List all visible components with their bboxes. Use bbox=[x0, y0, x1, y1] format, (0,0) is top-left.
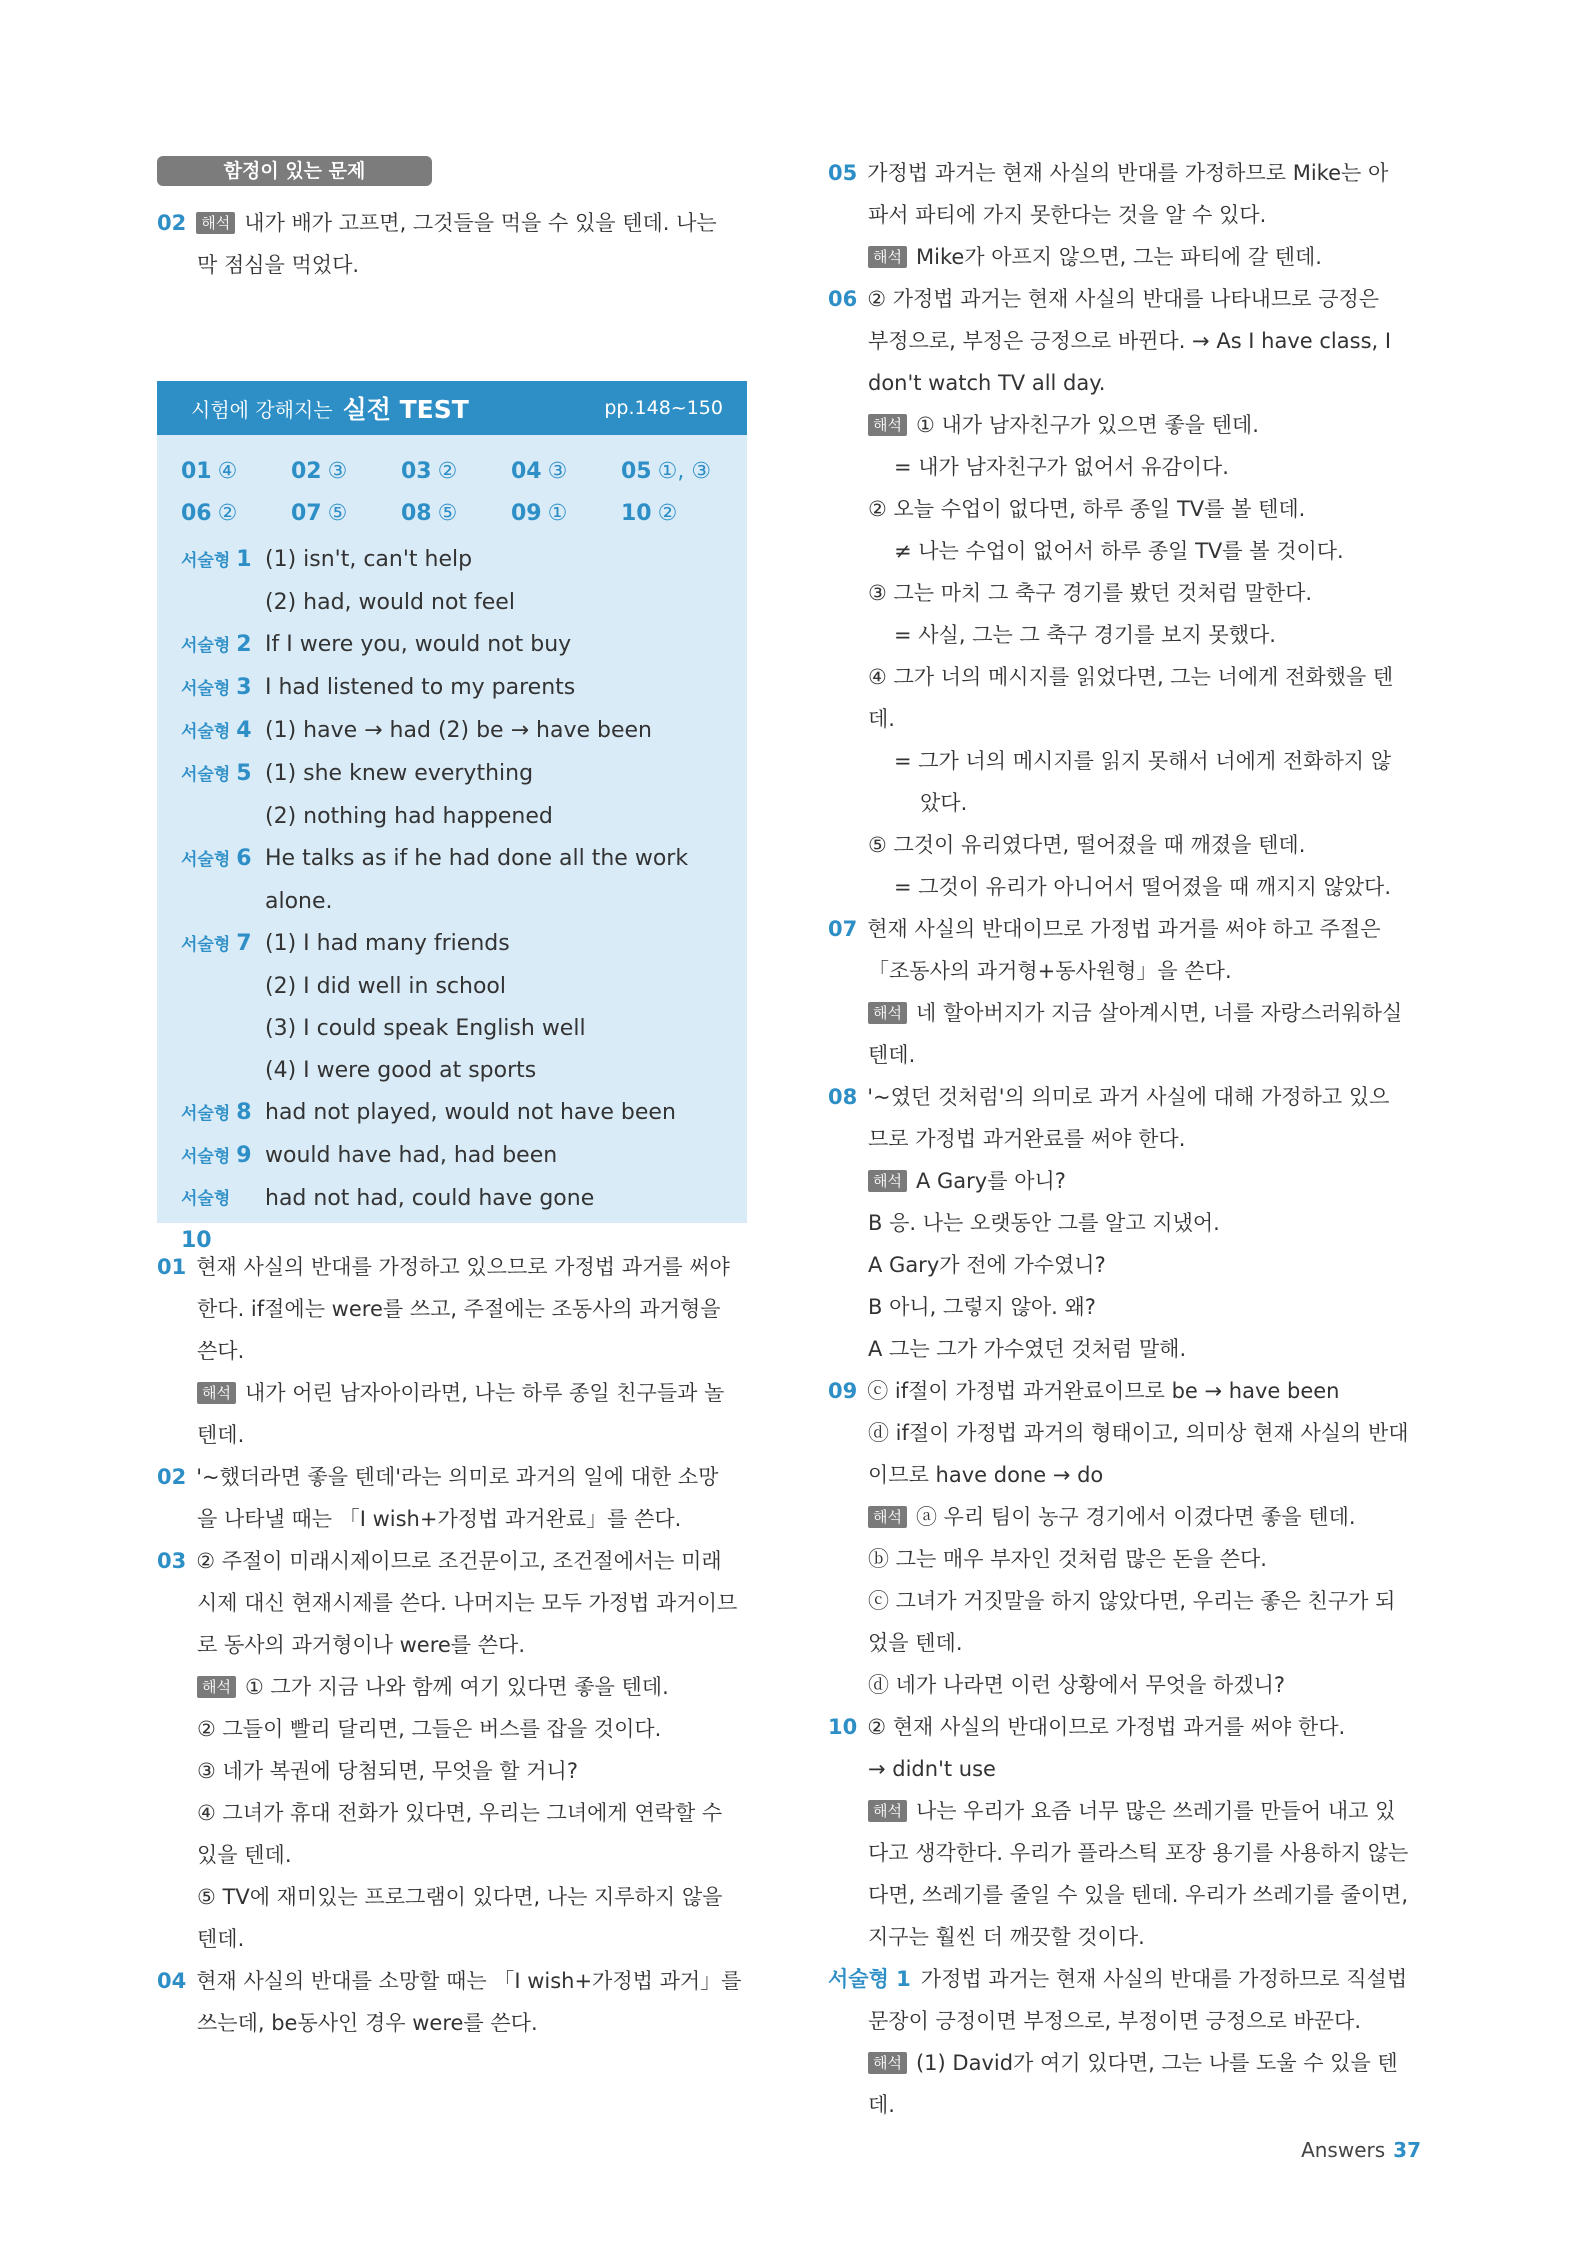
explanation-line: ③ 네가 복권에 당첨되면, 무엇을 할 거니? bbox=[197, 1759, 578, 1783]
short-answer-number: 6 bbox=[236, 846, 252, 871]
explanation-line: ⓓ 네가 나라면 이런 상황에서 무엇을 하겠니? bbox=[868, 1673, 1286, 1697]
explanation-line: 다면, 쓰레기를 줄일 수 있을 텐데. 우리가 쓰레기를 줄이면, bbox=[868, 1883, 1409, 1907]
mc-answer bbox=[181, 451, 291, 493]
multiple-choice-answers bbox=[157, 435, 747, 535]
explanation-line: 부정으로, 부정은 긍정으로 바뀐다. → As I have class, I bbox=[868, 329, 1392, 353]
explanation-line: A Gary가 전에 가수였니? bbox=[868, 1253, 1106, 1277]
trap-item bbox=[157, 202, 747, 286]
item-text: ② 가정법 과거는 현재 사실의 반대를 나타내므로 긍정은 bbox=[867, 287, 1380, 311]
explanation-line: A 그는 그가 가수였던 것처럼 말해. bbox=[868, 1337, 1187, 1361]
explanation-line bbox=[157, 1960, 747, 2002]
explanation-line: 「조동사의 과거형+동사원형」을 쓴다. bbox=[868, 959, 1232, 983]
short-answer-text: (3) I could speak English well bbox=[265, 1016, 586, 1041]
item-text: 가정법 과거는 현재 사실의 반대를 가정하므로 Mike는 아 bbox=[867, 161, 1389, 185]
item-number: 02 bbox=[157, 1465, 187, 1489]
mc-answer bbox=[291, 451, 401, 493]
explanation-line: 문장이 긍정이면 부정으로, 부정이면 긍정으로 바꾼다. bbox=[868, 2009, 1362, 2033]
item-text: 나는 우리가 요즘 너무 많은 쓰레기를 만들어 내고 있 bbox=[915, 1799, 1396, 1823]
short-answer-label bbox=[181, 838, 265, 881]
mc-number: 10 bbox=[621, 501, 652, 526]
mc-answer bbox=[181, 493, 291, 535]
short-answer-text: He talks as if he had done all the work bbox=[265, 846, 689, 871]
short-answer-label bbox=[181, 966, 265, 1008]
short-answer-prefix: 서술형 bbox=[181, 636, 231, 656]
short-answer-prefix: 서술형 bbox=[181, 935, 231, 955]
short-answer-prefix: 서술형 bbox=[181, 1147, 231, 1167]
translation-line bbox=[828, 1496, 1420, 1538]
translation-tag: 해석 bbox=[197, 1382, 236, 1404]
short-answer-label bbox=[181, 881, 265, 923]
item-number: 10 bbox=[828, 1715, 858, 1739]
explanation-line: 텐데. bbox=[868, 1043, 916, 1067]
explanation-line: ⑤ 그것이 유리였다면, 떨어졌을 때 깨졌을 텐데. bbox=[868, 833, 1306, 857]
item-text: 현재 사실의 반대를 소망할 때는 「I wish+가정법 과거」를 bbox=[196, 1969, 742, 1993]
translation-tag: 해석 bbox=[868, 246, 907, 268]
explanation-line: 았다. bbox=[920, 791, 968, 815]
short-answer-text: (2) had, would not feel bbox=[265, 590, 515, 615]
short-answer-text: alone. bbox=[265, 889, 333, 914]
mc-value: ⑤ bbox=[327, 501, 348, 526]
explanation-line: = 그것이 유리가 아니어서 떨어졌을 때 깨지지 않았다. bbox=[894, 875, 1392, 899]
short-answer-prefix: 서술형 bbox=[181, 765, 231, 785]
left-column bbox=[157, 156, 747, 286]
item-number: 05 bbox=[828, 161, 858, 185]
explanation-line: ⓒ 그녀가 거짓말을 하지 않았다면, 우리는 좋은 친구가 되 bbox=[868, 1589, 1396, 1613]
item-text: 막 점심을 먹었다. bbox=[197, 253, 360, 277]
page-number: 37 bbox=[1393, 2138, 1421, 2162]
item-text: ② 주절이 미래시제이므로 조건문이고, 조건절에서는 미래 bbox=[196, 1549, 722, 1573]
item-text: A Gary를 아니? bbox=[915, 1169, 1066, 1193]
mc-number: 07 bbox=[291, 501, 322, 526]
explanation-line bbox=[828, 152, 1420, 194]
short-answer-row bbox=[181, 753, 747, 796]
mc-number: 03 bbox=[401, 459, 432, 484]
translation-tag: 해석 bbox=[197, 1676, 236, 1698]
translation-tag: 해석 bbox=[868, 2052, 907, 2074]
short-answer-list bbox=[157, 535, 747, 1263]
mc-number: 05 bbox=[621, 459, 652, 484]
short-answer-row bbox=[181, 1135, 747, 1178]
test-title: 실전 TEST bbox=[342, 395, 469, 424]
trap-section-title: 함정이 있는 문제 bbox=[157, 156, 432, 186]
short-answer-text: would have had, had been bbox=[265, 1143, 558, 1168]
explanation-line: B 응. 나는 오랫동안 그를 알고 지냈어. bbox=[868, 1211, 1220, 1235]
item-text: '~였던 것처럼'의 의미로 과거 사실에 대해 가정하고 있으 bbox=[867, 1085, 1390, 1109]
short-answer-number: 9 bbox=[236, 1143, 252, 1168]
short-answer-text: (4) I were good at sports bbox=[265, 1058, 537, 1083]
short-answer-row bbox=[181, 1008, 747, 1050]
translation-tag: 해석 bbox=[868, 1506, 907, 1528]
short-answer-label bbox=[181, 1008, 265, 1050]
explanation-line bbox=[828, 1370, 1420, 1412]
explanation-line: ⑤ TV에 재미있는 프로그램이 있다면, 나는 지루하지 않을 bbox=[197, 1885, 723, 1909]
short-answer-number: 2 bbox=[236, 632, 252, 657]
mc-value: ② bbox=[217, 501, 238, 526]
explanation-line: 텐데. bbox=[197, 1927, 245, 1951]
test-subtitle: 시험에 강해지는 bbox=[191, 397, 333, 422]
short-answer-row bbox=[181, 667, 747, 710]
item-text: (1) David가 여기 있다면, 그는 나를 도울 수 있을 텐데. bbox=[868, 2051, 1398, 2117]
explanation-line: ≠ 나는 수업이 없어서 하루 종일 TV를 볼 것이다. bbox=[894, 539, 1344, 563]
translation-tag: 해석 bbox=[868, 1800, 907, 1822]
translation-line bbox=[828, 404, 1420, 446]
explanation-line: 시제 대신 현재시제를 쓴다. 나머지는 모두 가정법 과거이므 bbox=[197, 1591, 738, 1615]
mc-number: 02 bbox=[291, 459, 322, 484]
short-answer-number: 4 bbox=[236, 718, 252, 743]
explanation-line: ④ 그녀가 휴대 전화가 있다면, 우리는 그녀에게 연락할 수 bbox=[197, 1801, 723, 1825]
mc-value: ③ bbox=[327, 459, 348, 484]
explanation-line: 파서 파티에 가지 못한다는 것을 알 수 있다. bbox=[868, 203, 1267, 227]
page-footer bbox=[1301, 2138, 1421, 2162]
explanation-line bbox=[157, 1246, 747, 1288]
short-answer-prefix: 서술형 bbox=[181, 551, 231, 571]
translation-line bbox=[828, 2042, 1420, 2126]
short-answer-label bbox=[181, 753, 265, 796]
explanation-line: = 그가 너의 메시지를 읽지 못해서 너에게 전화하지 않 bbox=[894, 749, 1392, 773]
explanation-line: ④ 그가 너의 메시지를 읽었다면, 그는 너에게 전화했을 텐데. bbox=[868, 665, 1394, 731]
short-answer-prefix: 서술형 bbox=[181, 1189, 231, 1209]
item-text: ① 그가 지금 나와 함께 여기 있다면 좋을 텐데. bbox=[244, 1675, 669, 1699]
translation-line bbox=[157, 1666, 747, 1708]
explanation-line: 로 동사의 과거형이나 were를 쓴다. bbox=[197, 1633, 525, 1657]
item-text: 현재 사실의 반대이므로 가정법 과거를 써야 하고 주절은 bbox=[867, 917, 1381, 941]
mc-number: 08 bbox=[401, 501, 432, 526]
explanation-line: B 아니, 그렇지 않아. 왜? bbox=[868, 1295, 1096, 1319]
short-answer-row bbox=[181, 881, 747, 923]
short-answer-label bbox=[181, 539, 265, 582]
short-answer-label bbox=[181, 923, 265, 966]
translation-line bbox=[828, 1160, 1420, 1202]
short-answer-row bbox=[181, 582, 747, 624]
translation-tag: 해석 bbox=[868, 1002, 907, 1024]
explanation-line: 므로 가정법 과거완료를 써야 한다. bbox=[868, 1127, 1186, 1151]
explanation-line: ② 오늘 수업이 없다면, 하루 종일 TV를 볼 텐데. bbox=[868, 497, 1306, 521]
item-number: 03 bbox=[157, 1549, 187, 1573]
item-text: 가정법 과거는 현재 사실의 반대를 가정하므로 직설법 bbox=[920, 1967, 1408, 1991]
short-answer-text: (1) have → had (2) be → have been bbox=[265, 718, 652, 743]
explanation-line: ⓓ if절이 가정법 과거의 형태이고, 의미상 현재 사실의 반대 bbox=[868, 1421, 1409, 1445]
item-text: 내가 배가 고프면, 그것들을 먹을 수 있을 텐데. 나는 bbox=[244, 211, 717, 235]
short-answer-label bbox=[181, 667, 265, 710]
explanation-line: 쓰는데, be동사인 경우 were를 쓴다. bbox=[197, 2011, 538, 2035]
item-number: 08 bbox=[828, 1085, 858, 1109]
item-number: 04 bbox=[157, 1969, 187, 1993]
short-answer-row bbox=[181, 966, 747, 1008]
test-header bbox=[157, 381, 747, 435]
short-answer-label bbox=[181, 1092, 265, 1135]
item-text: 현재 사실의 반대를 가정하고 있으므로 가정법 과거를 써야 bbox=[196, 1255, 730, 1279]
explanation-line bbox=[828, 1076, 1420, 1118]
short-answer-row bbox=[181, 539, 747, 582]
mc-number: 09 bbox=[511, 501, 542, 526]
mc-value: ① bbox=[547, 501, 568, 526]
explanation-line: ⓑ 그는 매우 부자인 것처럼 많은 돈을 쓴다. bbox=[868, 1547, 1267, 1571]
short-answer-number: 10 bbox=[181, 1228, 212, 1253]
mc-answer bbox=[511, 451, 621, 493]
item-number: 02 bbox=[157, 211, 187, 235]
explanation-line: → didn't use bbox=[868, 1757, 996, 1781]
explanation-line: 다고 생각한다. 우리가 플라스틱 포장 용기를 사용하지 않는 bbox=[868, 1841, 1409, 1865]
mc-value: ③ bbox=[547, 459, 568, 484]
explanation-line bbox=[157, 1456, 747, 1498]
explanation-line: 한다. if절에는 were를 쓰고, 주절에는 조동사의 과거형을 bbox=[197, 1297, 721, 1321]
short-answer-label bbox=[181, 1050, 265, 1092]
short-answer-text: (1) isn't, can't help bbox=[265, 547, 473, 572]
item-number: 서술형 1 bbox=[828, 1967, 911, 1991]
translation-tag: 해석 bbox=[196, 212, 235, 234]
short-answer-text: (1) I had many friends bbox=[265, 931, 510, 956]
short-answer-label bbox=[181, 796, 265, 838]
practice-test-box bbox=[157, 381, 747, 1253]
explanation-line: 을 나타낼 때는 「I wish+가정법 과거완료」를 쓴다. bbox=[197, 1507, 682, 1531]
explanation-line: 있을 텐데. bbox=[197, 1843, 292, 1867]
mc-answer bbox=[511, 493, 621, 535]
short-answer-number: 8 bbox=[236, 1100, 252, 1125]
short-answer-text: (2) I did well in school bbox=[265, 974, 507, 999]
mc-value: ② bbox=[657, 501, 678, 526]
mc-value: ⑤ bbox=[437, 501, 458, 526]
short-answer-text: I had listened to my parents bbox=[265, 675, 576, 700]
mc-value: ② bbox=[437, 459, 458, 484]
short-answer-row bbox=[181, 838, 747, 881]
explanation-line bbox=[157, 1540, 747, 1582]
mc-value: ④ bbox=[217, 459, 238, 484]
mc-number: 06 bbox=[181, 501, 212, 526]
footer-label: Answers bbox=[1301, 2138, 1386, 2162]
short-answer-text: (1) she knew everything bbox=[265, 761, 534, 786]
explanation-line bbox=[828, 1958, 1420, 2000]
translation-line bbox=[828, 992, 1420, 1034]
item-text: ⓒ if절이 가정법 과거완료이므로 be → have been bbox=[867, 1379, 1340, 1403]
short-answer-label bbox=[181, 1135, 265, 1178]
mc-value: ①, ③ bbox=[657, 459, 712, 484]
explanation-line: 이므로 have done → do bbox=[868, 1463, 1104, 1487]
item-text: ① 내가 남자친구가 있으면 좋을 텐데. bbox=[915, 413, 1259, 437]
explanation-line: 지구는 훨씬 더 깨끗할 것이다. bbox=[868, 1925, 1145, 1949]
item-text: 네 할아버지가 지금 살아계시면, 너를 자랑스러워하실 bbox=[915, 1001, 1403, 1025]
item-text: '~했더라면 좋을 텐데'라는 의미로 과거의 일에 대한 소망 bbox=[196, 1465, 719, 1489]
item-text: ⓐ 우리 팀이 농구 경기에서 이겼다면 좋을 텐데. bbox=[915, 1505, 1356, 1529]
short-answer-label bbox=[181, 710, 265, 753]
item-text: Mike가 아프지 않으면, 그는 파티에 갈 텐데. bbox=[915, 245, 1322, 269]
short-answer-row bbox=[181, 1092, 747, 1135]
explanation-line bbox=[828, 278, 1420, 320]
short-answer-number: 7 bbox=[236, 931, 252, 956]
short-answer-number: 3 bbox=[236, 675, 252, 700]
translation-line bbox=[828, 1790, 1420, 1832]
mc-number: 04 bbox=[511, 459, 542, 484]
explanation-line: 쓴다. bbox=[197, 1339, 245, 1363]
right-explanations bbox=[828, 152, 1420, 2126]
mc-number: 01 bbox=[181, 459, 212, 484]
short-answer-number: 5 bbox=[236, 761, 252, 786]
short-answer-row bbox=[181, 923, 747, 966]
mc-answer bbox=[401, 493, 511, 535]
mc-answer bbox=[621, 493, 731, 535]
short-answer-label bbox=[181, 582, 265, 624]
mc-answer bbox=[621, 451, 731, 493]
short-answer-row bbox=[181, 710, 747, 753]
short-answer-row bbox=[181, 624, 747, 667]
short-answer-prefix: 서술형 bbox=[181, 679, 231, 699]
explanation-line: 었을 텐데. bbox=[868, 1631, 963, 1655]
explanation-line: = 내가 남자친구가 없어서 유감이다. bbox=[894, 455, 1229, 479]
explanation-line: 텐데. bbox=[197, 1423, 245, 1447]
translation-line bbox=[157, 1372, 747, 1414]
item-number: 01 bbox=[157, 1255, 187, 1279]
short-answer-text: (2) nothing had happened bbox=[265, 804, 553, 829]
explanation-line: = 사실, 그는 그 축구 경기를 보지 못했다. bbox=[894, 623, 1276, 647]
translation-line bbox=[828, 236, 1420, 278]
item-number: 09 bbox=[828, 1379, 858, 1403]
item-number: 07 bbox=[828, 917, 858, 941]
translation-tag: 해석 bbox=[868, 414, 907, 436]
explanation-line: don't watch TV all day. bbox=[868, 371, 1106, 395]
mc-answer bbox=[291, 493, 401, 535]
explanation-line: ③ 그는 마치 그 축구 경기를 봤던 것처럼 말한다. bbox=[868, 581, 1313, 605]
item-text: 내가 어린 남자아이라면, 나는 하루 종일 친구들과 놀 bbox=[244, 1381, 725, 1405]
explanation-line: ② 그들이 빨리 달리면, 그들은 버스를 잡을 것이다. bbox=[197, 1717, 662, 1741]
item-text: ② 현재 사실의 반대이므로 가정법 과거를 써야 한다. bbox=[867, 1715, 1346, 1739]
left-explanations bbox=[157, 1246, 747, 2044]
explanation-line bbox=[828, 1706, 1420, 1748]
translation-tag: 해석 bbox=[868, 1170, 907, 1192]
mc-answer bbox=[401, 451, 511, 493]
short-answer-text: had not played, would not have been bbox=[265, 1100, 676, 1125]
explanation-line bbox=[828, 908, 1420, 950]
short-answer-row bbox=[181, 1050, 747, 1092]
short-answer-prefix: 서술형 bbox=[181, 722, 231, 742]
short-answer-number: 1 bbox=[236, 547, 252, 572]
short-answer-text: If I were you, would not buy bbox=[265, 632, 572, 657]
short-answer-prefix: 서술형 bbox=[181, 850, 231, 870]
short-answer-row bbox=[181, 796, 747, 838]
short-answer-prefix: 서술형 bbox=[181, 1104, 231, 1124]
item-number: 06 bbox=[828, 287, 858, 311]
short-answer-text: had not had, could have gone bbox=[265, 1186, 595, 1211]
test-pages: pp.148~150 bbox=[604, 397, 723, 419]
short-answer-label bbox=[181, 624, 265, 667]
